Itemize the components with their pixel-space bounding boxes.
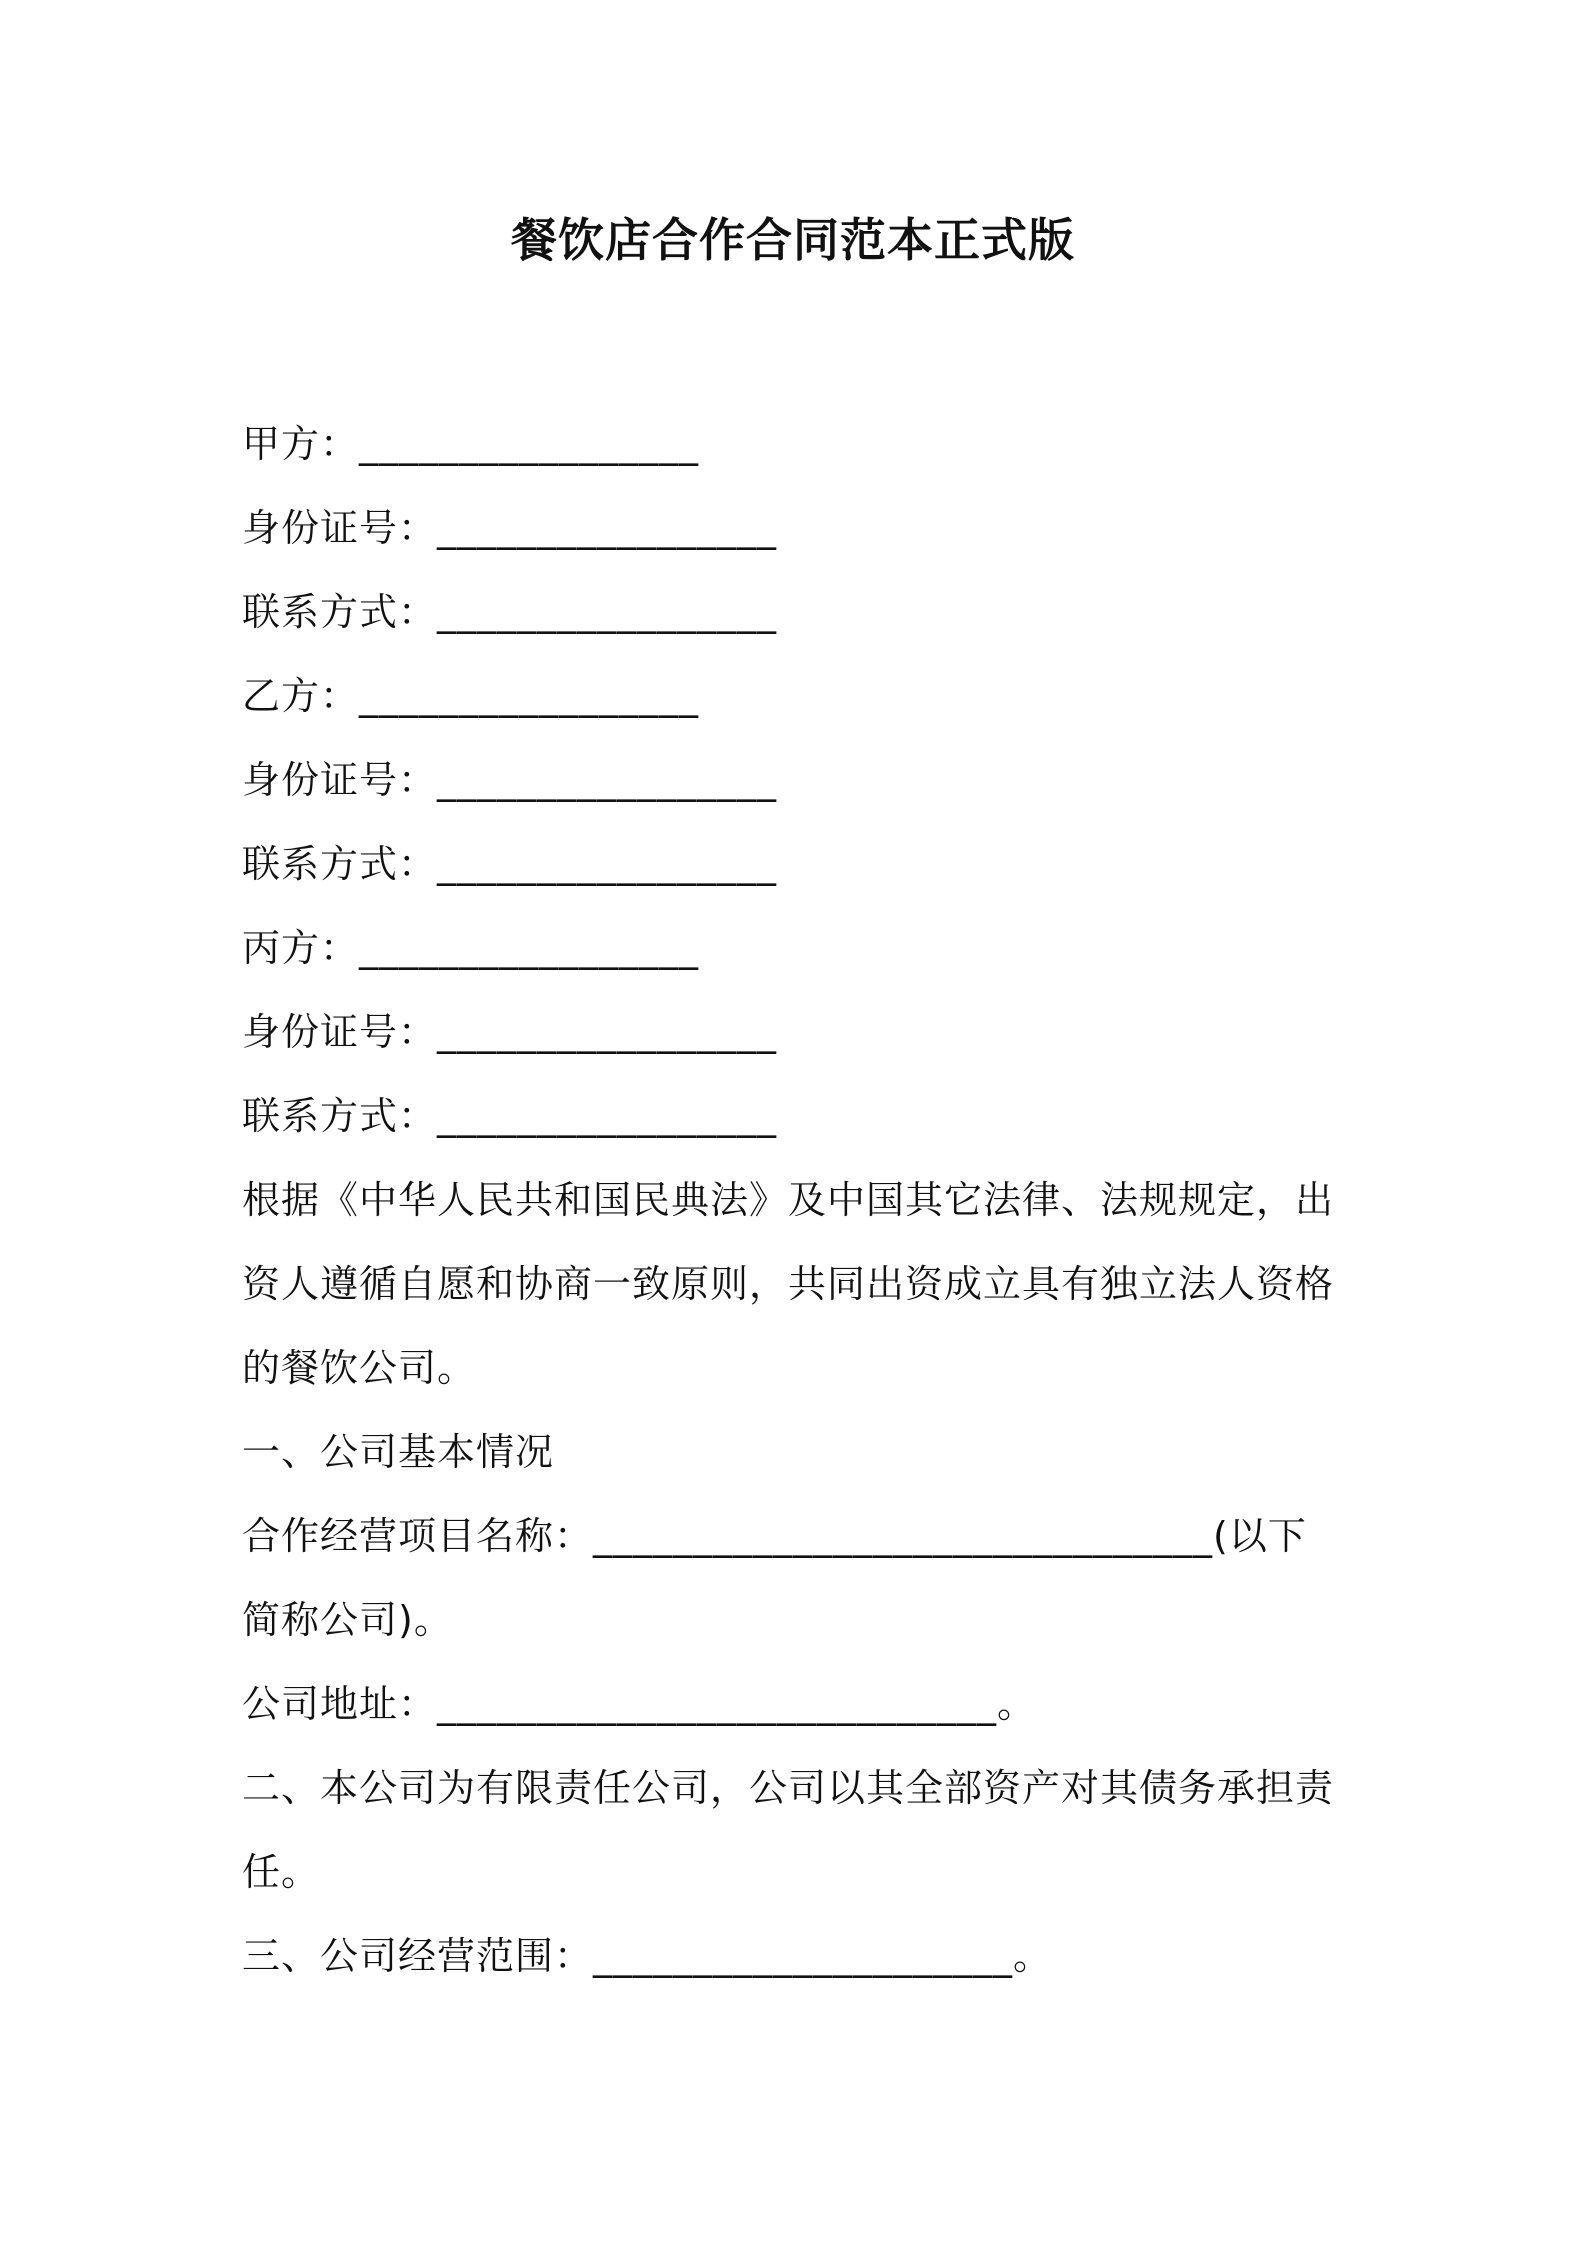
party-b-id-number: 身份证号：_________________ xyxy=(242,758,778,802)
party-b-name: 乙方：_________________ xyxy=(242,674,700,718)
project-name-line-2: 简称公司)。 xyxy=(242,1598,453,1642)
party-c-contact: 联系方式：_________________ xyxy=(242,1094,778,1138)
intro-paragraph-line-1: 根据《中华人民共和国民典法》及中国其它法律、法规规定，出 xyxy=(242,1178,1335,1222)
section-3-business-scope: 三、公司经营范围：_____________________。 xyxy=(242,1934,1053,1978)
party-a-contact: 联系方式：_________________ xyxy=(242,590,778,634)
company-address: 公司地址：____________________________。 xyxy=(242,1682,1037,1726)
party-c-name: 丙方：_________________ xyxy=(242,926,700,970)
document-title: 餐饮店合作合同范本正式版 xyxy=(511,213,1075,267)
intro-paragraph-line-2: 资人遵循自愿和协商一致原则，共同出资成立具有独立法人资格 xyxy=(242,1262,1335,1306)
intro-paragraph-line-3: 的餐饮公司。 xyxy=(242,1346,477,1390)
party-b-contact: 联系方式：_________________ xyxy=(242,842,778,886)
party-a-id-number: 身份证号：_________________ xyxy=(242,506,778,550)
section-2-line-1: 二、本公司为有限责任公司，公司以其全部资产对其债务承担责 xyxy=(242,1766,1335,1810)
party-c-id-number: 身份证号：_________________ xyxy=(242,1010,778,1054)
project-name-line-1: 合作经营项目名称：_______________________________(以下 xyxy=(242,1514,1307,1558)
section-1-heading: 一、公司基本情况 xyxy=(242,1430,555,1474)
section-2-line-2: 任。 xyxy=(242,1850,321,1894)
party-a-name: 甲方：_________________ xyxy=(242,422,700,466)
document-body xyxy=(242,402,1362,1998)
